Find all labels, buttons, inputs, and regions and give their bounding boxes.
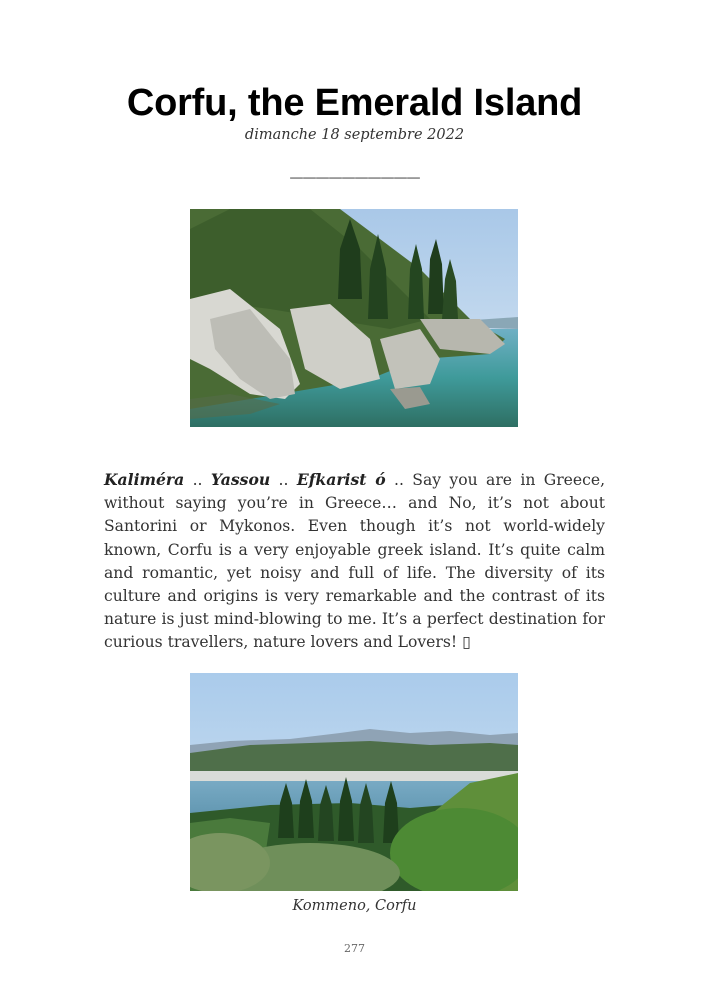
article-body: [104, 468, 605, 655]
divider-line: ——————————: [289, 170, 420, 186]
greeting-separator: ..: [184, 471, 211, 489]
emoji-placeholder-icon: ▯: [462, 633, 471, 652]
page-title: Corfu, the Emerald Island: [126, 82, 583, 124]
greeting-word: Yassou: [210, 470, 271, 489]
greeting-word: Kaliméra: [104, 470, 185, 489]
photo-caption: Kommeno, Corfu: [292, 898, 417, 914]
photo-rocky-coast: [190, 209, 518, 427]
greeting-separator: ..: [270, 471, 297, 489]
page-number: 277: [344, 942, 365, 955]
greeting-word: Efkarist ó: [296, 470, 386, 489]
body-paragraph: .. Say you are in Greece, without saying you’re in Greece… and No, it’s not about Santorini or Mykonos. Even though it’s not world-widely known, Corfu is a very enjoyable greek island. It’s quite calm and romantic, yet noisy and full of life. The diversity of its culture and origins is very remarkable and the contrast of its nature is just mind-blowing to me. It’s a perfect destination for curious travellers, nature lovers and Lovers!: [104, 471, 606, 652]
photo-kommeno-bay: [190, 673, 518, 891]
post-date: dimanche 18 septembre 2022: [244, 127, 465, 143]
